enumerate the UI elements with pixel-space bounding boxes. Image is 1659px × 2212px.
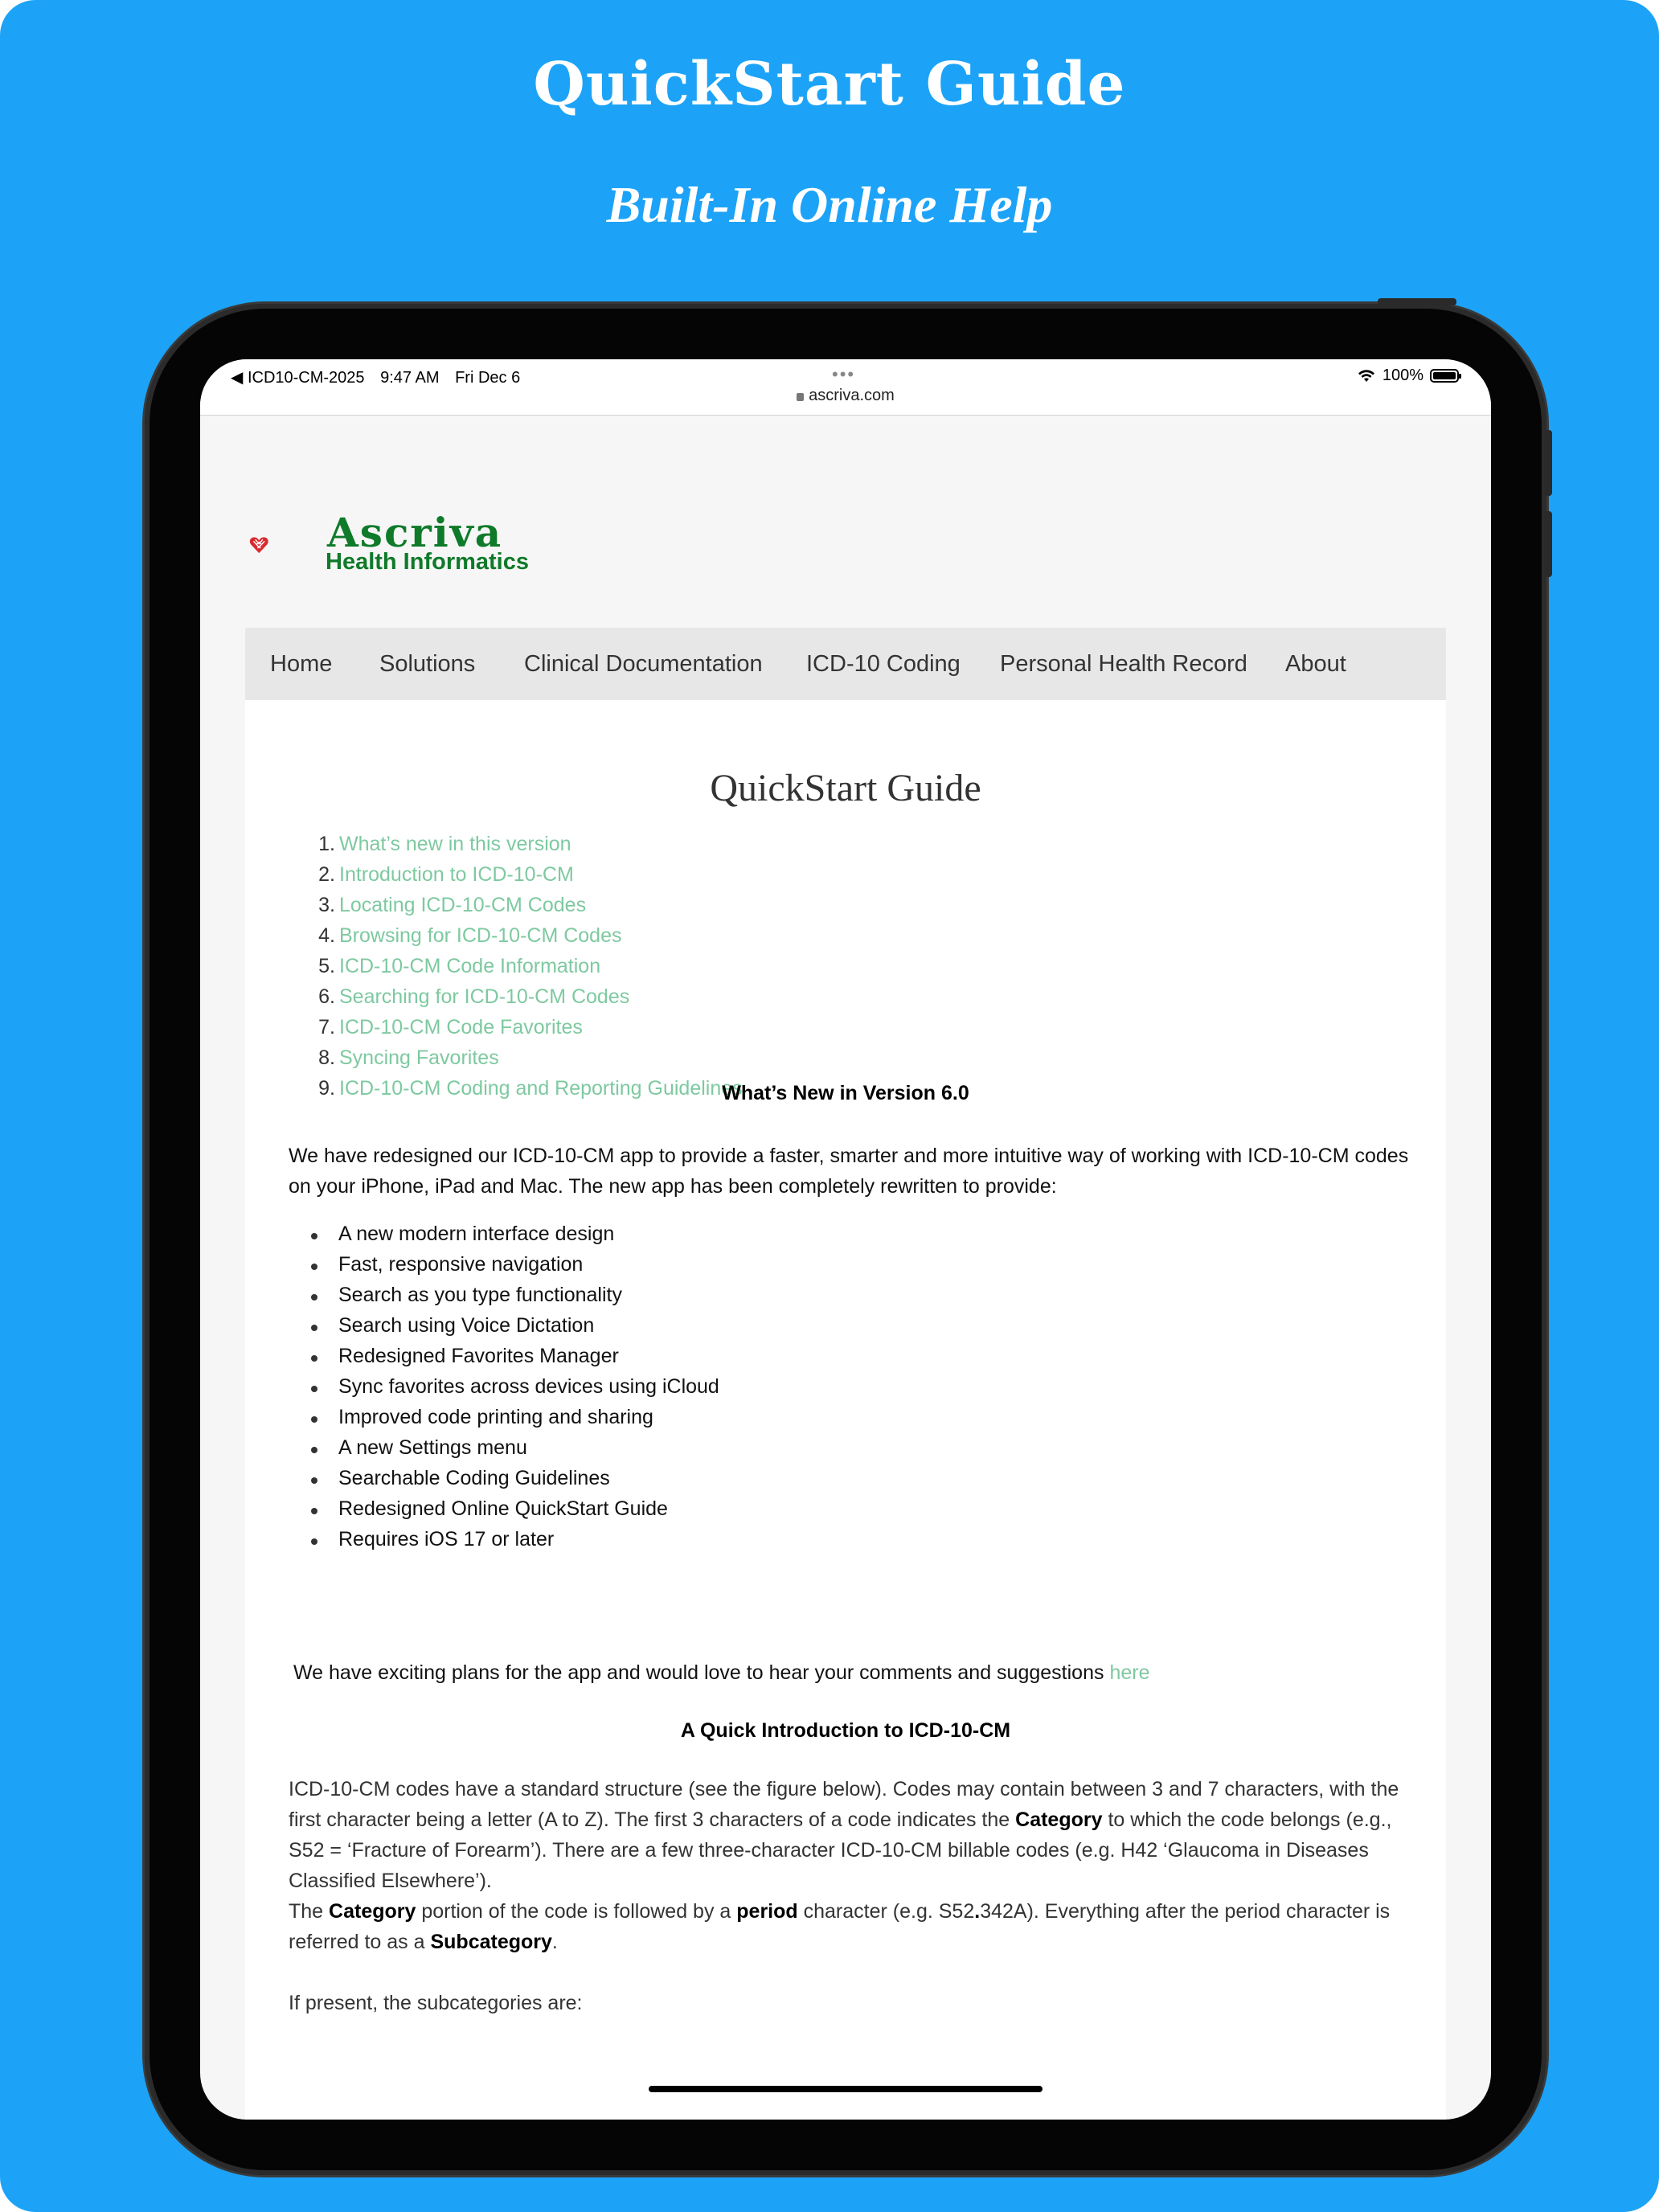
list-item-text: A new modern interface design — [338, 1223, 615, 1245]
whats-new-intro: We have redesigned our ICD-10-CM app to provide a faster, smarter and more intuitive way of working with ICD-10-CM codes on your iPhone, iPad and Mac. The new app has been completely rewritten to provide: — [289, 1145, 1409, 1198]
nav-personal-health-record[interactable]: Personal Health Record — [1000, 651, 1247, 677]
promo-title: QuickStart Guide — [533, 50, 1126, 119]
text-run: portion of the code is followed by a — [416, 1900, 737, 1923]
nav-home[interactable]: Home — [270, 651, 333, 677]
list-item-text: Improved code printing and sharing — [338, 1406, 653, 1428]
device-volume-down-button — [1545, 511, 1552, 577]
list-item-text: Fast, responsive navigation — [338, 1253, 584, 1276]
status-date: Fri Dec 6 — [455, 369, 521, 387]
toc-number: 5. — [318, 955, 335, 977]
bold-term: Subcategory — [430, 1931, 552, 1953]
toc-link[interactable]: Searching for ICD-10-CM Codes — [339, 985, 630, 1008]
toc-link[interactable]: Locating ICD-10-CM Codes — [339, 894, 587, 916]
intro-paragraph-1 — [289, 1774, 1414, 1896]
text-run: The — [289, 1900, 330, 1923]
site-nav — [245, 628, 1446, 700]
bullet-icon — [311, 1264, 317, 1270]
list-item-text: A new Settings menu — [338, 1436, 527, 1459]
battery-icon — [1430, 369, 1459, 383]
wifi-icon — [1357, 369, 1376, 383]
toc-number: 7. — [318, 1016, 335, 1038]
status-bar — [200, 359, 1491, 416]
list-item-text: Requires iOS 17 or later — [338, 1528, 555, 1550]
status-right — [1357, 367, 1459, 385]
bold-term: Category — [329, 1900, 416, 1923]
bullet-icon — [311, 1416, 317, 1423]
bullet-icon — [311, 1386, 317, 1392]
ascriva-logo-heart-icon[interactable] — [249, 509, 322, 581]
toc-link[interactable]: ICD-10-CM Code Information — [339, 955, 601, 977]
toc-link[interactable]: Browsing for ICD-10-CM Codes — [339, 924, 622, 947]
text-run: character (e.g. S52 — [797, 1900, 975, 1923]
feedback-text: We have exciting plans for the app and would love to hear your comments and suggestions — [293, 1661, 1104, 1684]
list-item-text: Redesigned Favorites Manager — [338, 1345, 619, 1367]
bullet-icon — [311, 1508, 317, 1514]
ipad-screen — [200, 359, 1491, 2120]
bullet-icon — [311, 1325, 317, 1331]
bold-term: period — [736, 1900, 798, 1923]
toc-link[interactable]: What’s new in this version — [339, 833, 571, 855]
bullet-icon — [311, 1447, 317, 1453]
bullet-icon — [311, 1294, 317, 1301]
promo-subtitle: Built-In Online Help — [606, 176, 1053, 233]
whats-new-heading: What’s New in Version 6.0 — [722, 1082, 969, 1104]
bullet-icon — [311, 1538, 317, 1545]
text-run: to which the code belongs (e.g., S52 = ‘Fracture of Forearm’). There are a few three-character ICD-10-CM billable codes (e.g. H42 ‘Glaucoma in Diseases Classified Elsewhere’). — [289, 1809, 1392, 1892]
url-text: ascriva.com — [809, 387, 895, 404]
toc-number: 3. — [318, 894, 335, 916]
battery-percent: 100% — [1382, 367, 1423, 384]
nav-icd10-coding[interactable]: ICD-10 Coding — [806, 651, 961, 677]
nav-clinical-documentation[interactable]: Clinical Documentation — [524, 651, 763, 677]
toc-link[interactable]: Introduction to ICD-10-CM — [339, 863, 574, 886]
list-item-text: Sync favorites across devices using iCloud — [338, 1375, 719, 1398]
bullet-icon — [311, 1477, 317, 1484]
toc-number: 9. — [318, 1077, 335, 1100]
text-run: ICD-10-CM codes have a standard structure (see the figure below). Codes may contain between 3 and 7 characters, with the first character being a letter (A to Z). The first 3 characters of a code indicates the — [289, 1778, 1399, 1831]
back-to-app-link[interactable]: ◀ ICD10-CM-2025 — [231, 369, 365, 387]
logo-tagline: Health Informatics — [326, 549, 529, 575]
toc-number: 6. — [318, 985, 335, 1008]
list-item-text: Search as you type functionality — [338, 1284, 622, 1306]
bold-term: . — [974, 1900, 981, 1923]
feedback-link[interactable]: here — [1109, 1661, 1150, 1684]
list-item-text: Searchable Coding Guidelines — [338, 1467, 610, 1489]
list-item-text: Search using Voice Dictation — [338, 1314, 595, 1337]
toc-number: 2. — [318, 863, 335, 886]
main-content — [245, 700, 1446, 2120]
address-bar[interactable] — [200, 387, 1491, 405]
home-indicator[interactable] — [649, 2086, 1043, 2092]
intro-paragraph-2 — [289, 1896, 1414, 1957]
status-left — [231, 367, 531, 387]
nav-about[interactable]: About — [1285, 651, 1346, 677]
bold-term: Category — [1015, 1809, 1103, 1831]
nav-solutions[interactable]: Solutions — [379, 651, 476, 677]
lock-icon — [797, 393, 804, 401]
device-top-button — [1378, 298, 1456, 305]
feedback-paragraph — [293, 1657, 1419, 1688]
status-time: 9:47 AM — [380, 369, 440, 387]
list-item-text: Redesigned Online QuickStart Guide — [338, 1497, 668, 1520]
page-title: QuickStart Guide — [710, 767, 981, 809]
intro-heading: A Quick Introduction to ICD-10-CM — [680, 1719, 1011, 1742]
toc-link[interactable]: ICD-10-CM Code Favorites — [339, 1016, 583, 1038]
toc-link[interactable]: ICD-10-CM Coding and Reporting Guidelines — [339, 1077, 743, 1100]
text-run: 342A). Everything after the period character is referred to as a — [289, 1900, 1391, 1953]
divider — [200, 415, 1491, 416]
multitasking-dots-icon[interactable]: ••• — [832, 364, 856, 384]
bullet-icon — [311, 1355, 317, 1362]
toc-link[interactable]: Syncing Favorites — [339, 1047, 499, 1069]
logo-wordmark[interactable]: Ascriva — [327, 509, 503, 556]
intro-paragraph-3: If present, the subcategories are: — [289, 1992, 583, 2014]
device-volume-up-button — [1545, 430, 1552, 496]
text-run: . — [551, 1931, 558, 1953]
toc-number: 1. — [318, 833, 335, 855]
toc-number: 8. — [318, 1047, 335, 1069]
toc-number: 4. — [318, 924, 335, 947]
bullet-icon — [311, 1233, 317, 1239]
